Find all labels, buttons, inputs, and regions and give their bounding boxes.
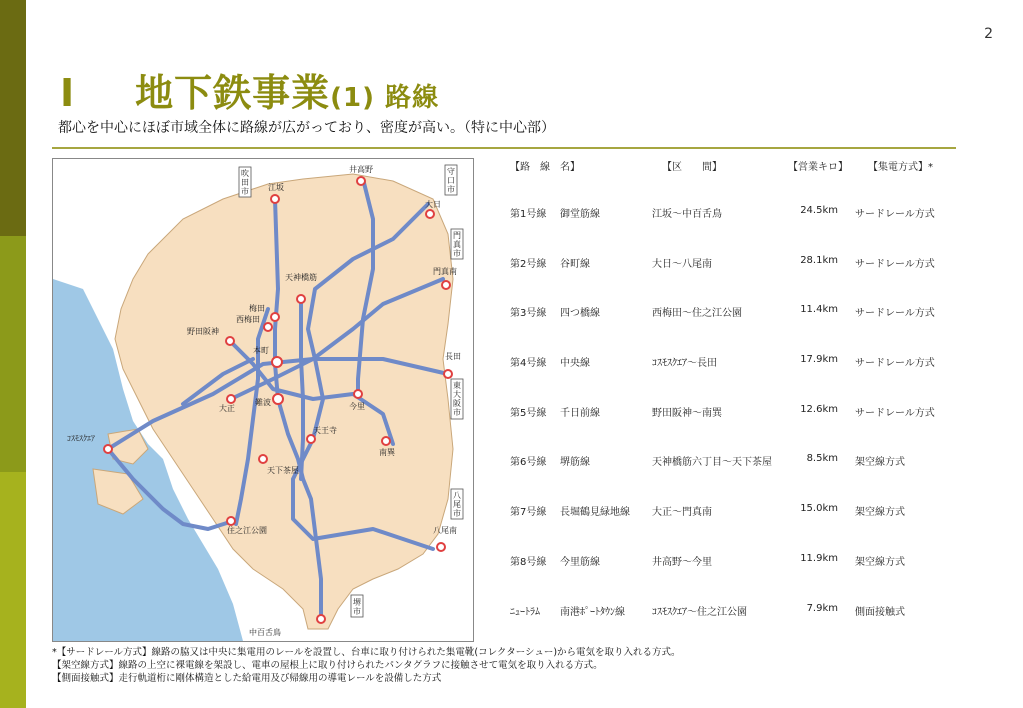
route-number: 第3号線 bbox=[510, 308, 547, 319]
label-tengachaya: 天下茶屋 bbox=[267, 466, 299, 475]
table-row bbox=[510, 603, 950, 623]
svg-text:八: 八 bbox=[453, 491, 461, 500]
route-distance: 15.0km bbox=[800, 503, 838, 514]
svg-text:市: 市 bbox=[453, 408, 461, 417]
header-distance: 【営業キロ】 bbox=[788, 162, 848, 173]
route-system: サードレール方式 bbox=[855, 259, 935, 270]
route-section: ｺｽﾓｽｸｴｱ～長田 bbox=[652, 358, 717, 369]
route-system: 側面接触式 bbox=[855, 607, 905, 618]
route-system: 架空線方式 bbox=[855, 557, 905, 568]
station-kadomaminami bbox=[442, 281, 450, 289]
label-nodahanshin: 野田阪神 bbox=[187, 327, 219, 336]
header-section: 【区 間】 bbox=[662, 162, 722, 173]
route-number: 第7号線 bbox=[510, 507, 547, 518]
left-accent-bar-bottom bbox=[0, 472, 26, 708]
route-distance: 17.9km bbox=[800, 354, 838, 365]
route-section: 野田阪神～南巽 bbox=[652, 408, 722, 419]
table-row bbox=[510, 553, 950, 573]
svg-text:大: 大 bbox=[453, 390, 461, 399]
station-suminoe bbox=[227, 517, 235, 525]
label-nagata: 長田 bbox=[445, 352, 461, 361]
city-kadoma bbox=[451, 229, 463, 259]
page-number: 2 bbox=[984, 26, 993, 42]
label-cosmo: ｺｽﾓｽｸｴｱ bbox=[67, 434, 95, 443]
table-row bbox=[510, 503, 950, 523]
city-sakai bbox=[351, 595, 363, 617]
label-namba: 難波 bbox=[255, 398, 271, 407]
route-system: サードレール方式 bbox=[855, 209, 935, 220]
route-name: 谷町線 bbox=[560, 259, 590, 270]
subway-route-map bbox=[52, 158, 474, 642]
label-esaka: 江坂 bbox=[268, 183, 284, 192]
route-name: 南港ﾎﾟｰﾄﾀｳﾝ線 bbox=[560, 607, 625, 618]
route-distance: 24.5km bbox=[800, 205, 838, 216]
station-idaka bbox=[357, 177, 365, 185]
page-title bbox=[60, 62, 439, 117]
title-main: 地下鉄事業 bbox=[135, 71, 331, 115]
station-namba bbox=[273, 394, 283, 404]
route-number: 第6号線 bbox=[510, 457, 547, 468]
route-section: 大日～八尾南 bbox=[652, 259, 712, 270]
route-number: ﾆｭｰﾄﾗﾑ bbox=[510, 607, 540, 618]
station-taisho bbox=[227, 395, 235, 403]
station-nagata bbox=[444, 370, 452, 378]
route-system: サードレール方式 bbox=[855, 308, 935, 319]
route-section: 大正～門真南 bbox=[652, 507, 712, 518]
header-system: 【集電方式】* bbox=[868, 162, 933, 173]
label-tenjin: 天神橋筋 bbox=[285, 273, 317, 282]
station-honmachi bbox=[272, 357, 282, 367]
city-suita bbox=[239, 167, 251, 197]
route-name: 千日前線 bbox=[560, 408, 600, 419]
station-minamitatsumi bbox=[382, 437, 390, 445]
route-section: 西梅田～住之江公園 bbox=[652, 308, 742, 319]
station-umeda bbox=[271, 313, 279, 321]
route-name: 御堂筋線 bbox=[560, 209, 600, 220]
city-higashiosaka bbox=[451, 379, 463, 419]
route-section: ｺｽﾓｽｸｴｱ～住之江公園 bbox=[652, 607, 747, 618]
footnotes bbox=[52, 646, 681, 685]
svg-text:尾: 尾 bbox=[453, 500, 461, 509]
label-taisho: 大正 bbox=[219, 404, 235, 413]
route-name: 中央線 bbox=[560, 358, 590, 369]
label-tennoji: 天王寺 bbox=[313, 426, 337, 435]
svg-text:田: 田 bbox=[241, 178, 249, 187]
route-distance: 8.5km bbox=[806, 453, 838, 464]
route-system: サードレール方式 bbox=[855, 358, 935, 369]
svg-text:門: 門 bbox=[453, 231, 461, 240]
station-esaka bbox=[271, 195, 279, 203]
route-name: 四つ橋線 bbox=[560, 308, 600, 319]
label-nishiumeda: 西梅田 bbox=[236, 315, 260, 324]
footnote-side-contact: 【側面接触式】走行軌道桁に剛体構造とした給電用及び帰線用の導電レールを設備した方式 bbox=[52, 673, 442, 684]
route-name: 堺筋線 bbox=[560, 457, 590, 468]
table-row bbox=[510, 255, 950, 275]
route-distance: 11.9km bbox=[800, 553, 838, 564]
table-row bbox=[510, 404, 950, 424]
label-suminoe: 住之江公園 bbox=[227, 526, 267, 535]
route-section: 江坂～中百舌鳥 bbox=[652, 209, 722, 220]
city-moriguchi bbox=[445, 165, 457, 195]
route-number: 第4号線 bbox=[510, 358, 547, 369]
label-idaka: 井高野 bbox=[349, 165, 373, 174]
station-dainichi bbox=[426, 210, 434, 218]
station-imazato bbox=[354, 390, 362, 398]
table-row bbox=[510, 453, 950, 473]
route-system: 架空線方式 bbox=[855, 457, 905, 468]
station-tennoji bbox=[307, 435, 315, 443]
route-system: サードレール方式 bbox=[855, 408, 935, 419]
route-section: 天神橋筋六丁目～天下茶屋 bbox=[652, 457, 772, 468]
route-name: 長堀鶴見緑地線 bbox=[560, 507, 630, 518]
label-imazato: 今里 bbox=[349, 402, 365, 411]
table-row bbox=[510, 205, 950, 225]
station-yaominami bbox=[437, 543, 445, 551]
left-accent-bar-middle bbox=[0, 236, 26, 472]
left-accent-bar-top bbox=[0, 0, 26, 236]
route-section: 井高野～今里 bbox=[652, 557, 712, 568]
header-route: 【路 線 名】 bbox=[510, 162, 580, 173]
svg-text:市: 市 bbox=[241, 187, 249, 196]
svg-text:真: 真 bbox=[453, 240, 461, 249]
svg-text:東: 東 bbox=[453, 381, 461, 390]
station-tenjin bbox=[297, 295, 305, 303]
svg-text:市: 市 bbox=[453, 509, 461, 518]
label-minamitatsumi: 南巽 bbox=[379, 448, 395, 457]
route-distance: 28.1km bbox=[800, 255, 838, 266]
route-distance: 11.4km bbox=[800, 304, 838, 315]
title-roman-numeral: Ⅰ bbox=[60, 71, 76, 115]
page-subtitle: 都心を中心にほぼ市域全体に路線が広がっており、密度が高い。（特に中心部） bbox=[58, 120, 555, 136]
route-number: 第2号線 bbox=[510, 259, 547, 270]
route-system: 架空線方式 bbox=[855, 507, 905, 518]
title-divider bbox=[52, 147, 956, 149]
station-nodahanshin bbox=[226, 337, 234, 345]
footnote-overhead: 【架空線方式】線路の上空に裸電線を架設し、電車の屋根上に取り付けられたパンタグラフに接触させて電気を取り入れる方式。 bbox=[52, 660, 603, 671]
line-sakaisuji bbox=[301, 299, 303, 479]
label-nakamozu: 中百舌鳥 bbox=[249, 628, 281, 637]
svg-text:市: 市 bbox=[353, 607, 361, 616]
route-number: 第1号線 bbox=[510, 209, 547, 220]
svg-text:市: 市 bbox=[447, 185, 455, 194]
station-cosmo bbox=[104, 445, 112, 453]
route-distance: 12.6km bbox=[800, 404, 838, 415]
label-honmachi: 本町 bbox=[253, 346, 269, 355]
svg-text:阪: 阪 bbox=[453, 399, 461, 408]
city-yao bbox=[451, 489, 463, 519]
station-nakamozu bbox=[317, 615, 325, 623]
label-dainichi: 大日 bbox=[425, 200, 441, 209]
svg-text:守: 守 bbox=[447, 167, 455, 176]
route-number: 第5号線 bbox=[510, 408, 547, 419]
route-distance: 7.9km bbox=[806, 603, 838, 614]
svg-text:口: 口 bbox=[447, 176, 455, 185]
label-kadomaminami: 門真南 bbox=[433, 267, 457, 276]
svg-text:市: 市 bbox=[453, 249, 461, 258]
table-row bbox=[510, 304, 950, 324]
title-sub: (1) 路線 bbox=[330, 83, 440, 113]
route-number: 第8号線 bbox=[510, 557, 547, 568]
station-tengachaya bbox=[259, 455, 267, 463]
svg-text:吹: 吹 bbox=[241, 169, 249, 178]
label-yaominami: 八尾南 bbox=[433, 526, 457, 535]
station-nishiumeda bbox=[264, 323, 272, 331]
route-name: 今里筋線 bbox=[560, 557, 600, 568]
footnote-third-rail: *【サードレール方式】線路の脇又は中央に集電用のレールを設置し、台車に取り付けられた集電靴(コレクターシュー)から電気を取り入れる方式。 bbox=[52, 647, 681, 658]
route-map-svg bbox=[53, 159, 473, 641]
label-umeda: 梅田 bbox=[249, 304, 265, 313]
svg-text:堺: 堺 bbox=[353, 598, 361, 607]
table-row bbox=[510, 354, 950, 374]
